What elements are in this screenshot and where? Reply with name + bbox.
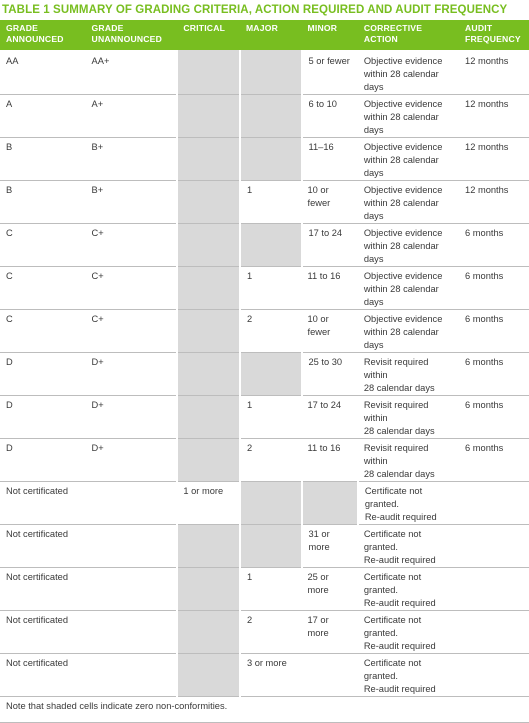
- cell-major: 3 or more: [240, 654, 358, 697]
- cell-audit-frequency: 6 months: [459, 353, 529, 396]
- cell-major: 2: [240, 611, 302, 654]
- header-audit-frequency: AUDIT FREQUENCY: [465, 23, 521, 44]
- cell-minor: 11–16: [302, 138, 358, 181]
- cell-minor: 25 or more: [302, 568, 358, 611]
- cell-minor: 25 to 30: [302, 353, 358, 396]
- cell-audit-frequency: 6 months: [459, 267, 529, 310]
- cell-grade-announced: Not certificated: [0, 611, 177, 654]
- table-row: [0, 353, 529, 396]
- cell-grade-unannounced: B+: [86, 181, 178, 224]
- cell-critical: [177, 353, 240, 396]
- cell-critical: [177, 95, 240, 138]
- header-row: [0, 20, 529, 50]
- cell-major: [240, 95, 302, 138]
- cell-minor: 17 to 24: [302, 224, 358, 267]
- cell-grade-announced: C: [0, 310, 86, 353]
- cell-grade-unannounced: B+: [86, 138, 178, 181]
- cell-corrective-action: Objective evidence within 28 calendar days: [358, 138, 459, 181]
- table-note: Note that shaded cells indicate zero non-conformities.: [0, 697, 529, 723]
- cell-major: 1: [240, 396, 302, 439]
- table-row: [0, 396, 529, 439]
- cell-corrective-action: Objective evidence within 28 calendar days: [358, 95, 459, 138]
- table-row: [0, 267, 529, 310]
- cell-major: [240, 482, 302, 525]
- cell-audit-frequency: [459, 482, 529, 525]
- table-title: TABLE 1 SUMMARY OF GRADING CRITERIA, ACTION REQUIRED AND AUDIT FREQUENCY: [2, 4, 508, 16]
- header-minor: MINOR: [307, 23, 338, 33]
- cell-minor: 11 to 16: [302, 267, 358, 310]
- header-major: MAJOR: [245, 23, 278, 33]
- cell-grade-announced: D: [0, 396, 86, 439]
- cell-corrective-action: Objective evidence within 28 calendar days: [358, 267, 459, 310]
- cell-critical: [177, 138, 240, 181]
- cell-critical: [177, 396, 240, 439]
- cell-major: [240, 138, 302, 181]
- cell-grade-announced: Not certificated: [0, 525, 177, 568]
- cell-minor: 11 to 16: [302, 439, 358, 482]
- cell-audit-frequency: 6 months: [459, 310, 529, 353]
- cell-grade-unannounced: AA+: [86, 50, 178, 95]
- table-row: [0, 654, 529, 697]
- cell-critical: [177, 50, 240, 95]
- cell-major: [240, 353, 302, 396]
- cell-audit-frequency: [459, 525, 529, 568]
- table-row: [0, 439, 529, 482]
- table-row: [0, 95, 529, 138]
- cell-corrective-action: Certificate not granted. Re-audit required: [358, 482, 459, 525]
- cell-minor: [302, 482, 358, 525]
- cell-grade-announced: D: [0, 439, 86, 482]
- cell-corrective-action: Objective evidence within 28 calendar days: [358, 50, 459, 95]
- cell-grade-unannounced: A+: [86, 95, 178, 138]
- cell-audit-frequency: [459, 568, 529, 611]
- table-row: [0, 310, 529, 353]
- cell-major: [240, 224, 302, 267]
- cell-critical: [177, 181, 240, 224]
- table-row: [0, 224, 529, 267]
- cell-major: 1: [240, 181, 302, 224]
- header-corrective-action: CORRECTIVE ACTION: [363, 23, 423, 44]
- cell-grade-unannounced: C+: [86, 310, 178, 353]
- cell-minor: 17 or more: [302, 611, 358, 654]
- cell-grade-announced: C: [0, 224, 86, 267]
- cell-corrective-action: Certificate not granted. Re-audit required: [358, 568, 459, 611]
- table-row: [0, 138, 529, 181]
- cell-minor: 17 to 24: [302, 396, 358, 439]
- cell-grade-announced: Not certificated: [0, 568, 177, 611]
- cell-grade-announced: B: [0, 181, 86, 224]
- cell-grade-announced: AA: [0, 50, 86, 95]
- table-row: [0, 525, 529, 568]
- cell-audit-frequency: 12 months: [459, 50, 529, 95]
- cell-corrective-action: Revisit required within 28 calendar days: [358, 353, 459, 396]
- cell-audit-frequency: [459, 611, 529, 654]
- table-body: [0, 50, 529, 723]
- table-row: [0, 568, 529, 611]
- cell-critical: [177, 611, 240, 654]
- cell-critical: [177, 525, 240, 568]
- cell-major: [240, 525, 302, 568]
- cell-grade-unannounced: C+: [86, 224, 178, 267]
- cell-corrective-action: Certificate not granted. Re-audit required: [358, 654, 459, 697]
- cell-audit-frequency: 6 months: [459, 396, 529, 439]
- cell-minor: 31 or more: [302, 525, 358, 568]
- cell-grade-unannounced: D+: [86, 439, 178, 482]
- cell-major: [240, 50, 302, 95]
- cell-corrective-action: Certificate not granted. Re-audit required: [358, 611, 459, 654]
- cell-corrective-action: Certificate not granted. Re-audit required: [358, 525, 459, 568]
- table-note-row: [0, 697, 529, 723]
- grading-criteria-table: [0, 20, 529, 723]
- cell-corrective-action: Objective evidence within 28 calendar days: [358, 224, 459, 267]
- header-critical: CRITICAL: [183, 23, 226, 33]
- header-grade-unannounced: GRADE UNANNOUNCED: [91, 23, 163, 44]
- cell-grade-unannounced: C+: [86, 267, 178, 310]
- cell-corrective-action: Revisit required within 28 calendar days: [358, 439, 459, 482]
- cell-corrective-action: Objective evidence within 28 calendar days: [358, 181, 459, 224]
- table-row: [0, 50, 529, 95]
- cell-critical: [177, 310, 240, 353]
- cell-audit-frequency: 12 months: [459, 138, 529, 181]
- cell-grade-announced: B: [0, 138, 86, 181]
- cell-critical: [177, 568, 240, 611]
- cell-minor: 10 or fewer: [302, 310, 358, 353]
- cell-critical: [177, 439, 240, 482]
- cell-audit-frequency: 12 months: [459, 181, 529, 224]
- table-row: [0, 482, 529, 525]
- cell-grade-announced: Not certificated: [0, 482, 177, 525]
- cell-grade-announced: C: [0, 267, 86, 310]
- cell-major: 2: [240, 310, 302, 353]
- cell-critical: 1 or more: [177, 482, 240, 525]
- cell-audit-frequency: 6 months: [459, 224, 529, 267]
- cell-audit-frequency: [459, 654, 529, 697]
- cell-grade-announced: D: [0, 353, 86, 396]
- cell-major: 1: [240, 568, 302, 611]
- cell-critical: [177, 267, 240, 310]
- cell-minor: 5 or fewer: [302, 50, 358, 95]
- cell-critical: [177, 654, 240, 697]
- cell-major: 2: [240, 439, 302, 482]
- table-row: [0, 611, 529, 654]
- cell-audit-frequency: 12 months: [459, 95, 529, 138]
- table-row: [0, 181, 529, 224]
- cell-grade-announced: A: [0, 95, 86, 138]
- cell-audit-frequency: 6 months: [459, 439, 529, 482]
- cell-minor: 6 to 10: [302, 95, 358, 138]
- cell-grade-unannounced: D+: [86, 353, 178, 396]
- header-grade-announced: GRADE ANNOUNCED: [6, 23, 64, 44]
- cell-grade-announced: Not certificated: [0, 654, 177, 697]
- cell-major: 1: [240, 267, 302, 310]
- cell-minor: 10 or fewer: [302, 181, 358, 224]
- cell-corrective-action: Revisit required within 28 calendar days: [358, 396, 459, 439]
- cell-critical: [177, 224, 240, 267]
- cell-corrective-action: Objective evidence within 28 calendar days: [358, 310, 459, 353]
- cell-grade-unannounced: D+: [86, 396, 178, 439]
